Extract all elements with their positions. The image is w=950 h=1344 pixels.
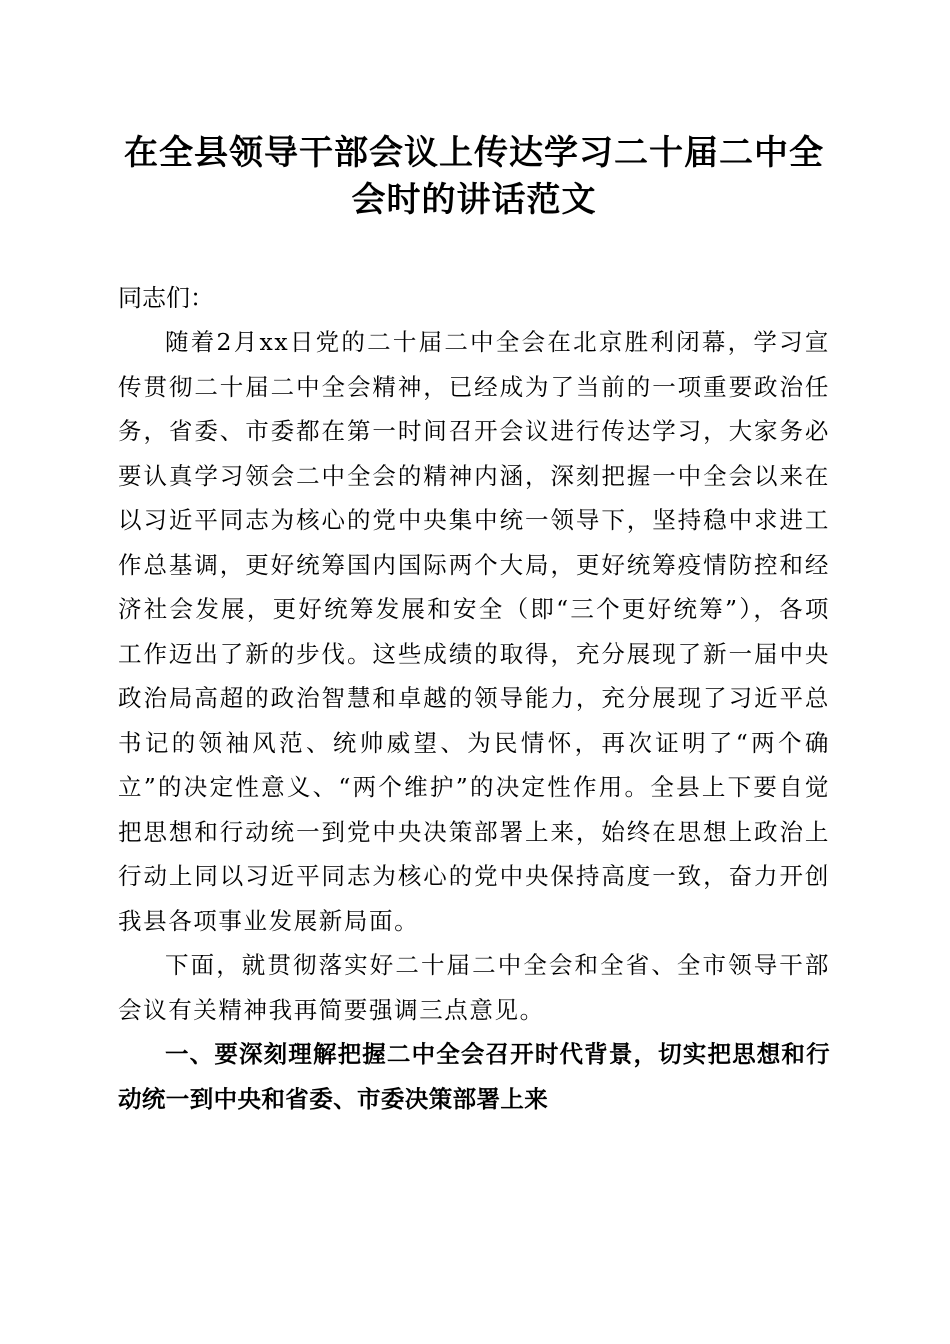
document-title-line-2: 会时的讲话范文 bbox=[351, 180, 597, 220]
document-title-line-1: 在全县领导干部会议上传达学习二十届二中全 bbox=[124, 133, 824, 173]
document-title bbox=[118, 130, 830, 224]
body-paragraph-1: 随着2月xx日党的二十届二中全会在北京胜利闭幕，学习宣传贯彻二十届二中全会精神，已经成为了当前的一项重要政治任务，省委、市委都在第一时间召开会议进行传达学习，大家务必要认真学习领会二中全会的精神内涵，深刻把握一中全会以来在以习近平同志为核心的党中央集中统一领导下，坚持稳中求进工作总基调，更好统筹国内国际两个大局，更好统筹疫情防控和经济社会发展，更好统筹发展和安全（即“三个更好统筹”），各项工作迈出了新的步伐。这些成绩的取得，充分展现了新一届中央政治局高超的政治智慧和卓越的领导能力，充分展现了习近平总书记的领袖风范、统帅威望、为民情怀，再次证明了“两个确立”的决定性意义、“两个维护”的决定性作用。全县上下要自觉把思想和行动统一到党中央决策部署上来，始终在思想上政治上行动上同以习近平同志为核心的党中央保持高度一致，奋力开创我县各项事业发展新局面。 bbox=[118, 328, 830, 935]
body-paragraph-2: 下面，就贯彻落实好二十届二中全会和全省、全市领导干部会议有关精神我再简要强调三点意见。 bbox=[118, 951, 830, 1024]
document-page bbox=[118, 130, 830, 1121]
section-heading-1: 一、要深刻理解把握二中全会召开时代背景，切实把思想和行动统一到中央和省委、市委决策部署上来 bbox=[118, 1040, 830, 1113]
salutation: 同志们： bbox=[118, 284, 214, 312]
